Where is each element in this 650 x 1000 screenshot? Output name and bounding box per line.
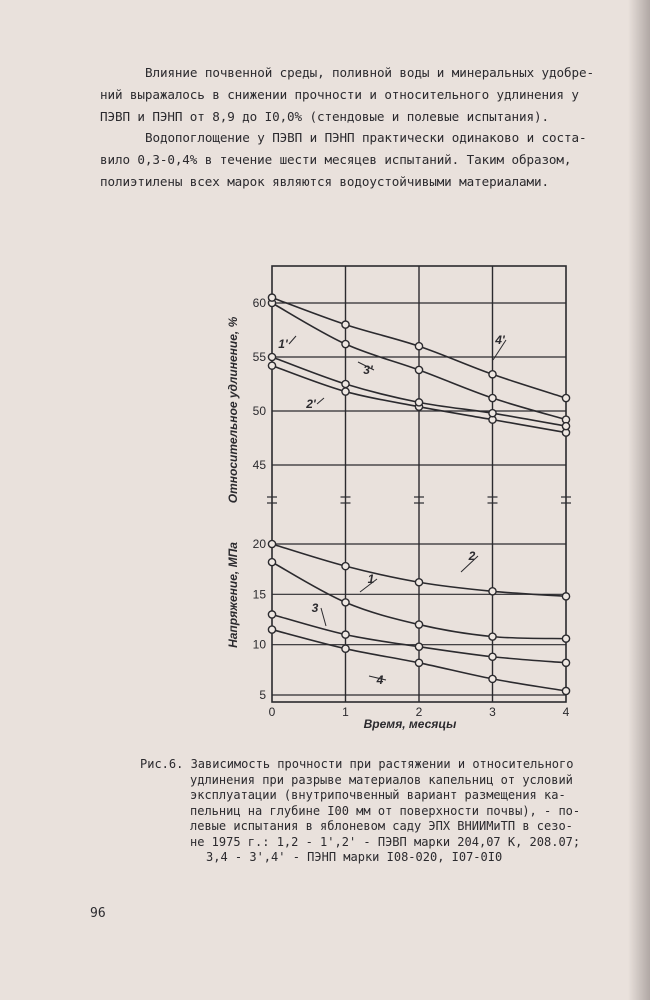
caption-line: Рис.6. Зависимость прочности при растяжении и относительного: [140, 757, 574, 771]
data-point-marker: [268, 362, 275, 369]
caption-line: эксплуатации (внутрипочвенный вариант размещения ка-: [190, 788, 566, 802]
y-tick-label: 5: [259, 688, 266, 702]
y-tick-label: 55: [252, 350, 266, 364]
data-point-marker: [489, 588, 496, 595]
data-point-marker: [342, 563, 349, 570]
data-point-marker: [342, 380, 349, 387]
data-point-marker: [342, 321, 349, 328]
curve-label: 4': [495, 333, 505, 347]
curve-label: 2: [468, 549, 476, 563]
data-point-marker: [268, 540, 275, 547]
data-point-marker: [415, 579, 422, 586]
y-tick-label: 45: [252, 458, 266, 472]
curve-label: 2': [306, 397, 316, 411]
data-point-marker: [415, 343, 422, 350]
x-tick-label: 2: [415, 705, 423, 719]
caption-line: левые испытания в яблоневом саду ЭПХ ВНИИМиТП в сезо-: [190, 819, 573, 833]
x-tick-label: 1: [342, 705, 349, 719]
data-point-marker: [268, 626, 275, 633]
text-line: ПЭВП и ПЭНП от 8,9 до I0,0% (стендовые и полевые испытания).: [100, 109, 549, 124]
data-point-marker: [489, 653, 496, 660]
caption-line: не 1975 г.: 1,2 - 1',2' - ПЭВП марки 204,07 К, 208.07;: [190, 834, 581, 849]
data-point-marker: [268, 294, 275, 301]
data-point-marker: [562, 659, 569, 666]
x-tick-label: 0: [268, 705, 276, 719]
y-tick-label: 20: [252, 537, 266, 551]
curve-label-leader: [317, 398, 324, 404]
data-point-marker: [342, 599, 349, 606]
caption-line: пельниц на глубине I00 мм от поверхности почвы), - по-: [190, 803, 581, 818]
curve-label: 1: [367, 572, 375, 586]
data-point-marker: [342, 631, 349, 638]
text-line: вило 0,3-0,4% в течение шести месяцев испытаний. Таким образом,: [100, 152, 572, 167]
page-number: 96: [90, 906, 106, 921]
y-axis-title: Напряжение, МПа: [226, 542, 240, 648]
figure-caption: [140, 757, 640, 866]
data-point-marker: [489, 410, 496, 417]
data-point-marker: [489, 394, 496, 401]
page-edge-shadow: [628, 0, 650, 1000]
data-point-marker: [415, 659, 422, 666]
curve-label: 4: [376, 673, 384, 687]
data-point-marker: [342, 340, 349, 347]
data-point-marker: [268, 353, 275, 360]
data-point-marker: [562, 593, 569, 600]
text-line: полиэтилены всех марок являются водоустойчивыми материалами.: [100, 174, 549, 189]
data-point-marker: [562, 687, 569, 694]
x-tick-label: 3: [489, 705, 496, 719]
caption-line: 3,4 - 3',4' - ПЭНП марки I08-020, I07-0I0: [206, 850, 503, 864]
curve-label: 3': [363, 363, 373, 377]
data-point-marker: [342, 645, 349, 652]
y-axis-title: Относительное удлинение, %: [226, 316, 240, 504]
x-tick-label: 4: [562, 705, 570, 719]
data-point-marker: [489, 675, 496, 682]
text-line: Водопоглощение у ПЭВП и ПЭНП практически одинаково и соста-: [145, 130, 587, 145]
curve-label-leader: [289, 336, 296, 344]
curve-label: 1': [278, 337, 288, 351]
data-point-marker: [415, 621, 422, 628]
data-point-marker: [415, 643, 422, 650]
text-line: Влияние почвенной среды, поливной воды и минеральных удобре-: [145, 65, 594, 80]
curve-label-leader: [321, 608, 326, 626]
data-point-marker: [342, 388, 349, 395]
y-tick-label: 50: [252, 404, 266, 418]
data-point-marker: [562, 635, 569, 642]
curve-label: 3: [311, 601, 319, 615]
x-axis-title: Время, месяцы: [363, 717, 457, 731]
data-point-marker: [415, 399, 422, 406]
caption-line: удлинения при разрыве материалов капельниц от условий: [190, 772, 573, 787]
y-tick-label: 10: [252, 637, 266, 652]
data-point-marker: [415, 366, 422, 373]
data-point-marker: [489, 371, 496, 378]
data-point-marker: [562, 394, 569, 401]
y-tick-label: 60: [252, 296, 266, 310]
data-point-marker: [268, 611, 275, 618]
data-point-marker: [268, 559, 275, 566]
data-point-marker: [562, 423, 569, 430]
data-point-marker: [489, 633, 496, 640]
y-tick-label: 15: [252, 587, 266, 602]
text-line: ний выражалось в снижении прочности и относительного удлинения у: [100, 87, 579, 102]
